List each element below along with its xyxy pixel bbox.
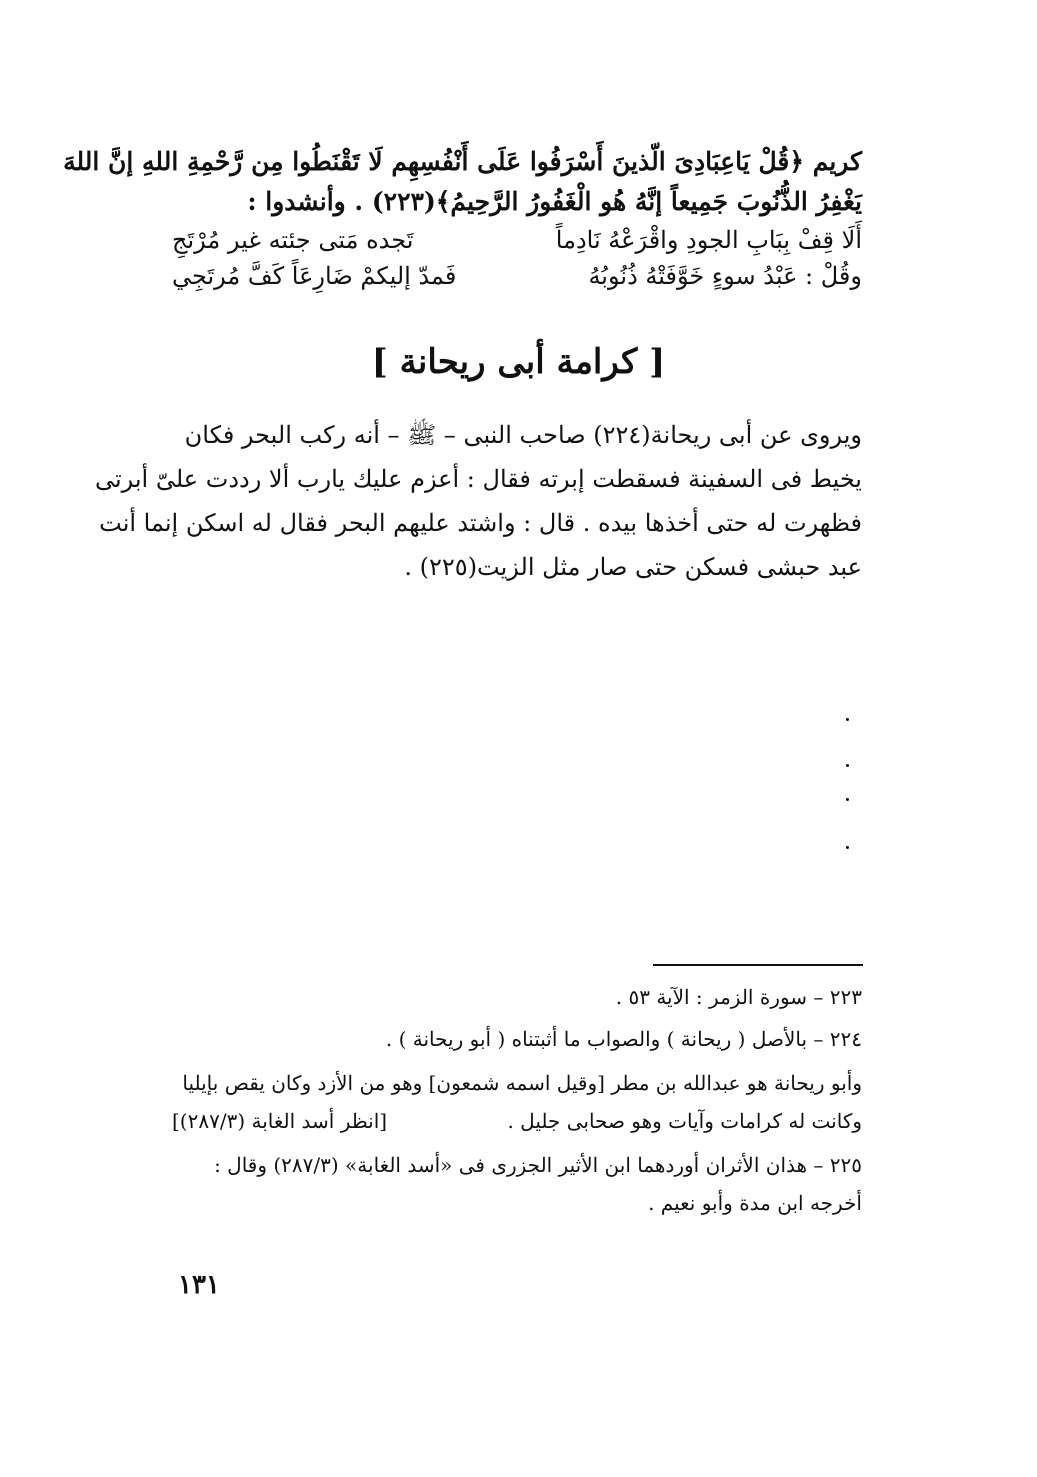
dot xyxy=(846,764,849,767)
dot xyxy=(846,798,849,801)
intro-quran-verse xyxy=(63,142,862,222)
dot xyxy=(846,718,849,721)
paragraph-line: عبد حبشى فسكن حتى صار مثل الزيت(٢٢٥) . xyxy=(404,553,862,581)
intro-line-2: يَغْفِرُ الذُّنُوبَ جَمِيعاً إنَّهُ هُو الْغَفُورُ الرَّحِيمُ﴾(٢٢٣) . وأنشدوا : xyxy=(247,187,862,216)
footnote-223: ٢٢٣ – سورة الزمر : الآية ٥٣ . xyxy=(615,985,862,1009)
paragraph-line: يخيط فى السفينة فسقطت إبرته فقال : أعزم عليك يارب ألا رددت علىّ أبرتى xyxy=(94,465,862,493)
poem-first-hemistich: وقُلْ : عَبْدُ سوءٍ خَوَّفَتْهُ ذُنُوبُهُ xyxy=(588,262,862,290)
paragraph-line: ويروى عن أبى ريحانة(٢٢٤) صاحب النبى – ﷺ – أنه ركب البحر فكان xyxy=(184,421,862,449)
footnote-224-text: وكانت له كرامات وآيات وهو صحابى جليل . xyxy=(507,1109,862,1133)
footnote-224-reference: [انظر أسد الغابة (٢٨٧/٣)] xyxy=(172,1109,388,1133)
poem-first-hemistich: أَلَا قِفْ بِبَابِ الجودِ واقْرَعْهُ نَادِماً xyxy=(555,226,862,254)
footnote-separator xyxy=(653,964,863,966)
intro-line-1: كريم ﴿قُلْ يَاعِبَادِىَ الّذينَ أَسْرَفُوا عَلَى أَنْفُسِهِم لَا تَقْنَطُوا مِن رَّحْمِةِ اللهِ إنَّ اللهَ xyxy=(63,147,862,176)
poem xyxy=(172,222,862,302)
dot xyxy=(846,846,849,849)
footnote-225-continued: أخرجه ابن مدة وأبو نعيم . xyxy=(648,1191,862,1215)
footnote-225: ٢٢٥ – هذان الأثران أوردهما ابن الأثير الجزرى فى «أسد الغابة» (٢٨٧/٣) وقال : xyxy=(214,1153,862,1177)
footnote-224: ٢٢٤ – بالأصل ( ريحانة ) والصواب ما أثبتناه ( أبو ريحانة ) . xyxy=(385,1027,862,1051)
poem-verse xyxy=(172,226,862,262)
poem-verse xyxy=(172,262,862,298)
poem-second-hemistich: تَجده مَتى جئته غير مُرْتَجِ xyxy=(172,226,414,254)
page-number: ١٣١ xyxy=(178,1270,220,1300)
poem-second-hemistich: فَمدّ إليكمْ ضَارِعَاً كَفَّ مُرتَجِي xyxy=(172,262,457,290)
section-heading: [ كرامة أبى ريحانة ] xyxy=(371,342,666,382)
body-paragraph xyxy=(94,413,862,589)
paragraph-line: فظهرت له حتى أخذها بيده . قال : واشتد عليهم البحر فقال له اسكن إنما أنت xyxy=(99,509,862,537)
footnote-224-body: وأبو ريحانة هو عبدالله بن مطر [وقيل اسمه شمعون] وهو من الأزد وكان يقص بإيليا xyxy=(182,1071,862,1095)
